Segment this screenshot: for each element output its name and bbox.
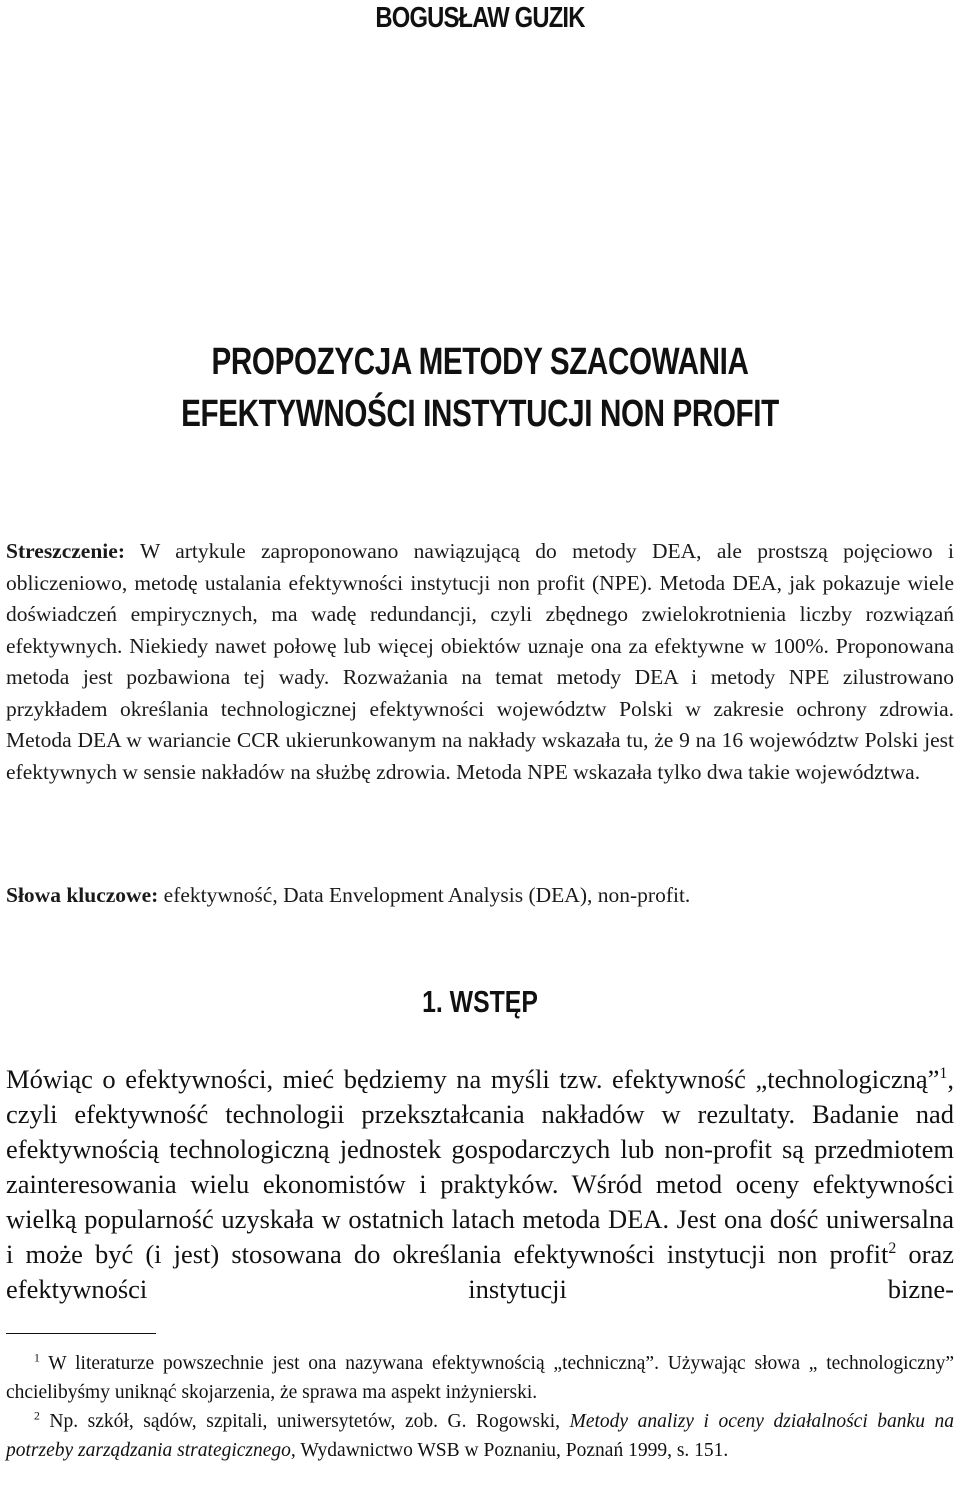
abstract-label: Streszczenie: [6, 539, 125, 563]
keywords [6, 880, 954, 912]
footnote-2-text-pre: Np. szkół, sądów, szpitali, uniwersytetów, zob. G. Rogowski, [39, 1411, 570, 1432]
abstract [6, 536, 954, 788]
footnote-2-number: 2 [34, 1409, 40, 1423]
footnote-ref-2[interactable]: 2 [888, 1240, 897, 1258]
section-heading: 1. WSTĘP [422, 984, 538, 1019]
footnote-1-number: 1 [34, 1351, 40, 1365]
footnote-1-text: W literaturze powszechnie jest ona nazywana efektywnością „techniczną”. Używając słowa „ technologiczny” chcielibyśmy uniknąć skojarzenia, że sprawa ma aspekt inżynierski. [6, 1353, 954, 1403]
footnote-2 [6, 1407, 954, 1465]
abstract-text: W artykule zaproponowano nawiązującą do metody DEA, ale prostszą pojęciowo i obliczeniowo, metodę ustalania efektywności instytucji non profit (NPE). Metoda DEA, jak pokazuje wiele doświadczeń empirycznych, ma wadę redundancji, czyli zbędnego zwielokrotnienia liczby rozwiązań efektywnych. Niekiedy nawet połowę lub więcej obiektów uznaje ona za efektywne w 100%. Proponowana metoda jest pozbawiona tej wady. Rozważania na temat metody DEA i metody NPE zilustrowano przykładem określania technologicznej efektywności województw Polski w zakresie ochrony zdrowia. Metoda DEA w wariancie CCR ukierunkowanym na nakłady wskazała tu, że 9 na 16 województw Polski jest efektywnych w sensie nakładów na służbę zdrowia. Metoda NPE wskazała tylko dwa takie województwa. [6, 539, 954, 784]
footnote-divider [6, 1333, 156, 1334]
footnote-ref-1[interactable]: 1 [939, 1065, 948, 1083]
title-line-1: PROPOZYCJA METODY SZACOWANIA [211, 341, 749, 383]
footnote-1 [6, 1349, 954, 1407]
body-text-part-3: oraz efektywności instytucji bizne- [6, 1239, 955, 1304]
body-text-part-1: Mówiąc o efektywności, mieć będziemy na myśli tzw. efektywność „technologiczną” [6, 1064, 940, 1094]
author-name: BOGUSŁAW GUZIK [375, 2, 585, 34]
document-page [6, 0, 954, 1496]
footnotes [6, 1349, 954, 1465]
footnote-2-book-title: Metody analizy i oceny działalności banku na potrzeby zarządzania strategicznego, [6, 1411, 955, 1461]
title-line-2: EFEKTYWNOŚCI INSTYTUCJI NON PROFIT [181, 393, 779, 435]
body-text-part-2: , czyli efektywność technologii przekształcania nakładów w rezultaty. Badanie nad efektywnością technologiczną jednostek gospodarczych lub non-profit są przedmiotem zainteresowania wielu ekonomistów i praktyków. Wśród metod oceny efektywności wielką popularność uzyskała w ostatnich latach metoda DEA. Jest ona dość uniwersalna i może być (i jest) stosowana do określania efektywności instytucji non profit [6, 1064, 954, 1269]
body-paragraph [6, 1062, 954, 1307]
article-title [110, 336, 849, 440]
keywords-text: efektywność, Data Envelopment Analysis (DEA), non-profit. [158, 883, 691, 907]
keywords-label: Słowa kluczowe: [6, 883, 159, 907]
footnote-2-text-post: Wydawnictwo WSB w Poznaniu, Poznań 1999, s. 151. [295, 1440, 729, 1461]
